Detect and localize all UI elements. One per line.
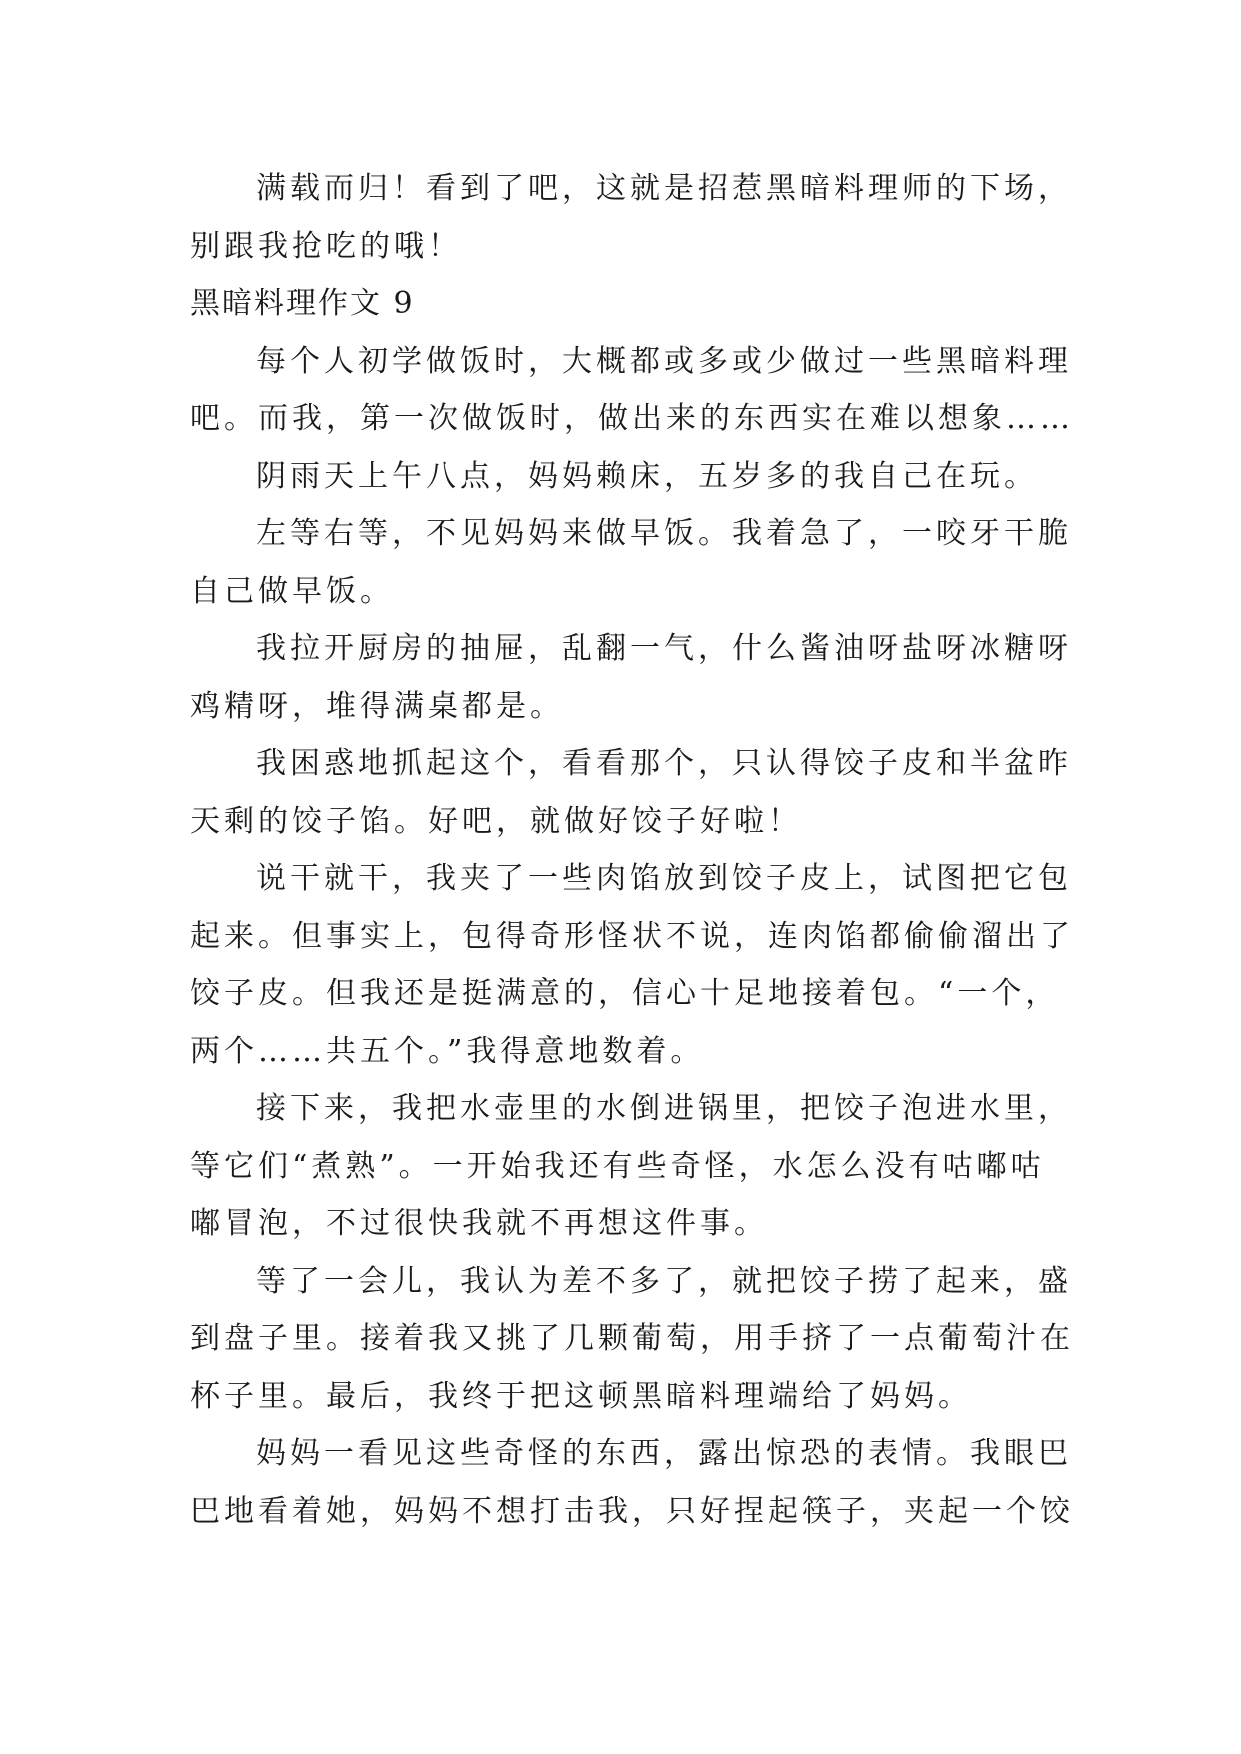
text-line: 每个人初学做饭时，大概都或多或少做过一些黑暗料理 (256, 343, 1072, 379)
text-line: 左等右等，不见妈妈来做早饭。我着急了，一咬牙干脆 (256, 516, 1072, 551)
text-line: 天剩的饺子馅。好吧，就做好饺子好啦！ (190, 803, 802, 839)
text-line: 说干就干，我夹了一些肉馅放到饺子皮上，试图把它包 (256, 861, 1072, 896)
text-line: 两个……共五个。”我得意地数着。 (190, 1033, 705, 1069)
text-line: 起来。但事实上，包得奇形怪状不说，连肉馅都偷偷溜出了 (190, 918, 1074, 954)
text-line: 接下来，我把水壶里的水倒进锅里，把饺子泡进水里， (256, 1091, 1072, 1126)
text-line: 到盘子里。接着我又挑了几颗葡萄，用手挤了一点葡萄汁在 (190, 1321, 1074, 1356)
text-line: 妈妈一看见这些奇怪的东西，露出惊恐的表情。我眼巴 (256, 1436, 1072, 1471)
text-line: 等它们“煮熟”。一开始我还有些奇怪，水怎么没有咕嘟咕 (190, 1148, 1045, 1184)
text-line: 我困惑地抓起这个，看看那个，只认得饺子皮和半盆昨 (256, 746, 1072, 781)
text-line: 我拉开厨房的抽屉，乱翻一气，什么酱油呀盐呀冰糖呀 (256, 631, 1072, 666)
text-line: 吧。而我，第一次做饭时，做出来的东西实在难以想象…… (190, 401, 1074, 436)
text-line: 嘟冒泡，不过很快我就不再想这件事。 (190, 1206, 768, 1241)
section-heading: 黑暗料理作文 9 (190, 286, 415, 321)
text-line: 饺子皮。但我还是挺满意的，信心十足地接着包。“一个， (190, 976, 1060, 1011)
text-line: 巴地看着她，妈妈不想打击我，只好捏起筷子，夹起一个饺 (190, 1493, 1074, 1529)
text-line: 杯子里。最后，我终于把这顿黑暗料理端给了妈妈。 (190, 1378, 972, 1414)
text-line: 鸡精呀，堆得满桌都是。 (190, 688, 564, 724)
text-line: 满载而归！看到了吧，这就是招惹黑暗料理师的下场， (256, 171, 1072, 206)
text-line: 等了一会儿，我认为差不多了，就把饺子捞了起来，盛 (256, 1263, 1072, 1299)
text-line: 别跟我抢吃的哦！ (190, 228, 462, 264)
text-line: 自己做早饭。 (190, 573, 394, 609)
document-body (190, 160, 1074, 1540)
text-line: 阴雨天上午八点，妈妈赖床，五岁多的我自己在玩。 (256, 458, 1038, 494)
